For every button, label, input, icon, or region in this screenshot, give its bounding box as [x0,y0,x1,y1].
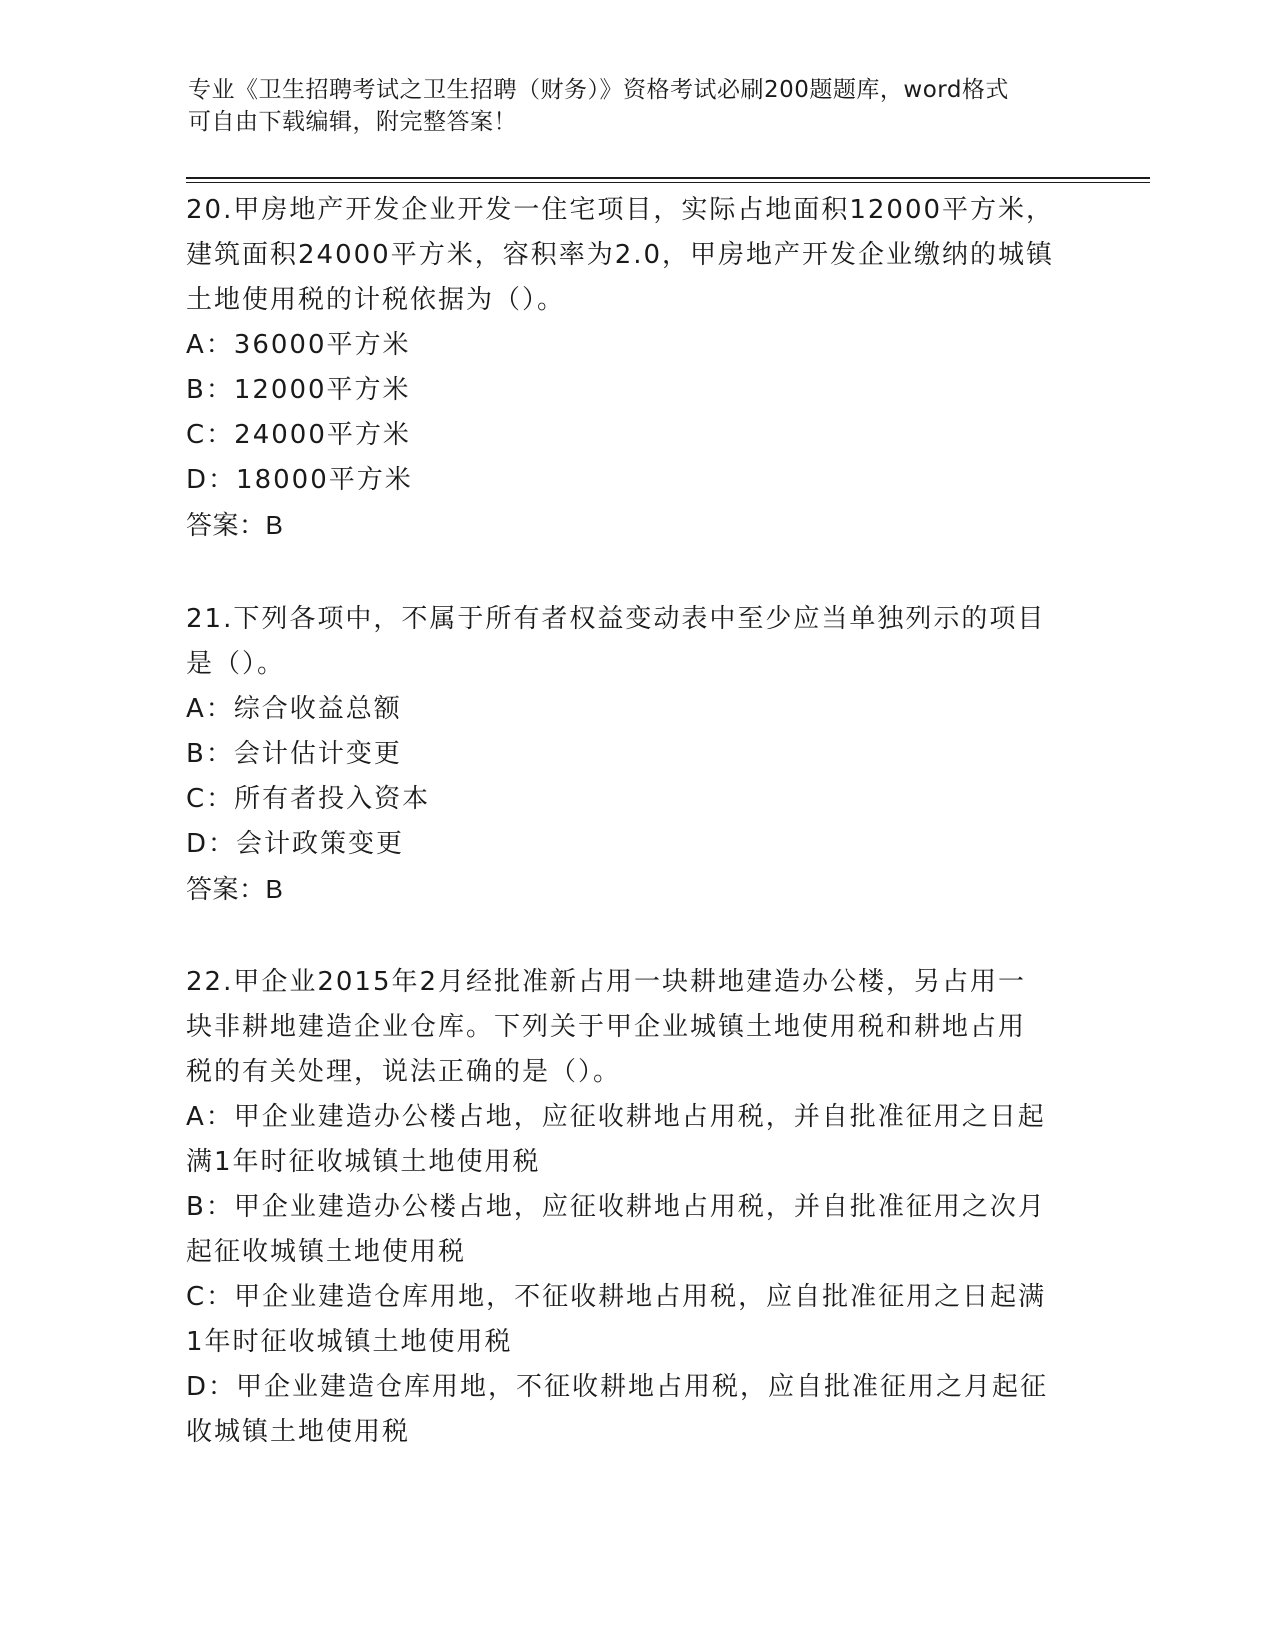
option-a: A：综合收益总额 [186,694,402,724]
option-a: A：36000平方米 [186,330,411,360]
question-stem-line: 22.甲企业2015年2月经批准新占用一块耕地建造办公楼，另占用一 [186,967,1027,997]
question-stem-line: 是（）。 [186,649,286,679]
question-stem-line: 土地使用税的计税依据为（）。 [186,285,566,315]
question-stem-line: 20.甲房地产开发企业开发一住宅项目，实际占地面积12000平方米， [186,195,1055,225]
document-header [188,74,1068,138]
option-c: C：甲企业建造仓库用地，不征收耕地占用税，应自批准征用之日起满 [186,1282,1047,1312]
option-c-continued: 1年时征收城镇土地使用税 [186,1327,513,1357]
option-a-continued: 满1年时征收城镇土地使用税 [186,1147,541,1177]
question-22 [186,960,1086,1455]
question-21 [186,597,1086,912]
option-a: A：甲企业建造办公楼占地，应征收耕地占用税，并自批准征用之日起 [186,1102,1046,1132]
header-line-1: 专业《卫生招聘考试之卫生招聘（财务）》资格考试必刷200题题库，word格式 [188,77,1009,103]
option-b: B：甲企业建造办公楼占地，应征收耕地占用税，并自批准征用之次月 [186,1192,1046,1222]
question-stem-line: 块非耕地建造企业仓库。下列关于甲企业城镇土地使用税和耕地占用 [186,1012,1027,1042]
option-c: C：所有者投入资本 [186,784,431,814]
question-stem-line: 21.下列各项中，不属于所有者权益变动表中至少应当单独列示的项目 [186,604,1046,634]
option-c: C：24000平方米 [186,420,411,450]
option-d: D：甲企业建造仓库用地，不征收耕地占用税，应自批准征用之月起征 [186,1372,1049,1402]
answer-line: 答案：B [186,510,284,540]
option-d-continued: 收城镇土地使用税 [186,1417,411,1447]
option-b-continued: 起征收城镇土地使用税 [186,1237,467,1267]
question-stem-line: 税的有关处理，说法正确的是（）。 [186,1057,622,1087]
option-d: D：会计政策变更 [186,829,405,859]
question-20 [186,188,1086,548]
header-line-2: 可自由下载编辑，附完整答案！ [188,109,517,135]
header-divider-thin [186,182,1150,183]
header-divider-thick [186,177,1150,179]
option-b: B：会计估计变更 [186,739,402,769]
option-b: B：12000平方米 [186,375,411,405]
answer-line: 答案：B [186,874,284,904]
question-stem-line: 建筑面积24000平方米，容积率为2.0，甲房地产开发企业缴纳的城镇 [186,240,1055,270]
option-d: D：18000平方米 [186,465,413,495]
